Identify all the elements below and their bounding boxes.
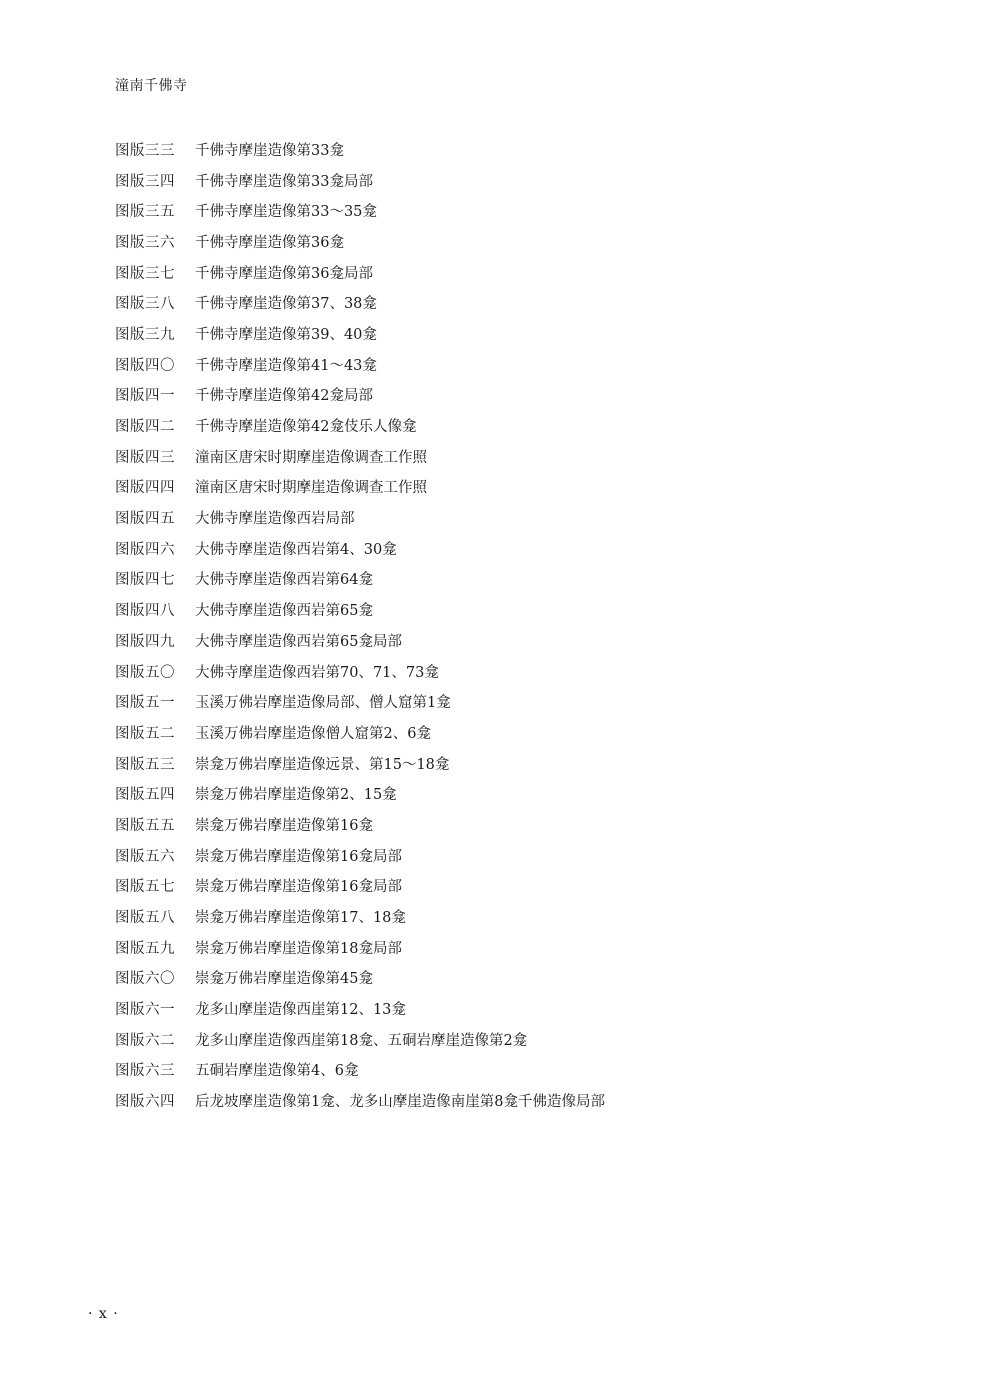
plate-entry xyxy=(115,686,605,717)
plate-entry xyxy=(115,287,605,318)
plate-label: 图版五九 xyxy=(115,940,175,957)
plate-label: 图版五五 xyxy=(115,817,175,834)
plate-entry xyxy=(115,1085,605,1116)
plate-entry xyxy=(115,871,605,902)
plate-entry xyxy=(115,748,605,779)
plate-label: 图版五二 xyxy=(115,725,175,742)
plate-label: 图版四〇 xyxy=(115,357,175,374)
plate-caption: 大佛寺摩崖造像西岩第65龛局部 xyxy=(195,633,402,650)
plate-entry xyxy=(115,472,605,503)
plate-caption: 千佛寺摩崖造像第42龛伎乐人像龛 xyxy=(195,419,417,436)
plate-caption: 大佛寺摩崖造像西岩第70、71、73龛 xyxy=(195,664,439,681)
plate-caption: 龙多山摩崖造像西崖第12、13龛 xyxy=(195,1002,406,1019)
plate-entry xyxy=(115,840,605,871)
plate-entry xyxy=(115,318,605,349)
plate-caption: 千佛寺摩崖造像第33龛 xyxy=(195,142,344,159)
plate-entry xyxy=(115,625,605,656)
plate-label: 图版五四 xyxy=(115,787,175,804)
plate-entry xyxy=(115,257,605,288)
plate-entry xyxy=(115,165,605,196)
plate-entry xyxy=(115,533,605,564)
plate-label: 图版五三 xyxy=(115,756,175,773)
plate-caption: 千佛寺摩崖造像第33龛局部 xyxy=(195,173,373,190)
plate-caption: 千佛寺摩崖造像第39、40龛 xyxy=(195,326,377,343)
plate-caption: 千佛寺摩崖造像第36龛 xyxy=(195,234,344,251)
plate-label: 图版五七 xyxy=(115,879,175,896)
plate-label: 图版四一 xyxy=(115,388,175,405)
plate-caption: 玉溪万佛岩摩崖造像僧人窟第2、6龛 xyxy=(195,725,431,742)
plate-label: 图版六四 xyxy=(115,1094,175,1111)
plate-caption: 千佛寺摩崖造像第42龛局部 xyxy=(195,388,373,405)
plate-label: 图版五一 xyxy=(115,695,175,712)
plate-caption: 千佛寺摩崖造像第41～43龛 xyxy=(195,357,377,374)
plate-entry xyxy=(115,809,605,840)
running-header: 潼南千佛寺 xyxy=(115,78,188,94)
plate-label: 图版四四 xyxy=(115,480,175,497)
plate-entry xyxy=(115,410,605,441)
plate-label: 图版四九 xyxy=(115,633,175,650)
plate-caption: 崇龛万佛岩摩崖造像第18龛局部 xyxy=(195,940,402,957)
plate-caption: 大佛寺摩崖造像西岩第64龛 xyxy=(195,572,373,589)
page-number: · x · xyxy=(88,1306,119,1322)
plate-caption: 千佛寺摩崖造像第33～35龛 xyxy=(195,204,377,221)
plate-entry xyxy=(115,195,605,226)
plate-entry xyxy=(115,1024,605,1055)
plate-caption: 大佛寺摩崖造像西岩第4、30龛 xyxy=(195,541,397,558)
plate-caption: 五硐岩摩崖造像第4、6龛 xyxy=(195,1063,359,1080)
plate-entry xyxy=(115,226,605,257)
plate-caption: 千佛寺摩崖造像第36龛局部 xyxy=(195,265,373,282)
plate-caption: 崇龛万佛岩摩崖造像第16龛局部 xyxy=(195,848,402,865)
plate-label: 图版五六 xyxy=(115,848,175,865)
plate-caption: 崇龛万佛岩摩崖造像第2、15龛 xyxy=(195,787,397,804)
plate-entry xyxy=(115,901,605,932)
plate-entry xyxy=(115,441,605,472)
plate-entry xyxy=(115,1055,605,1086)
plate-label: 图版五〇 xyxy=(115,664,175,681)
plate-caption: 后龙坡摩崖造像第1龛、龙多山摩崖造像南崖第8龛千佛造像局部 xyxy=(195,1094,605,1111)
plate-entry xyxy=(115,502,605,533)
plate-label: 图版四六 xyxy=(115,541,175,558)
plate-label: 图版六〇 xyxy=(115,971,175,988)
plate-label: 图版三七 xyxy=(115,265,175,282)
plate-label: 图版三八 xyxy=(115,296,175,313)
plate-caption: 龙多山摩崖造像西崖第18龛、五硐岩摩崖造像第2龛 xyxy=(195,1032,528,1049)
plate-entry xyxy=(115,993,605,1024)
plate-label: 图版三三 xyxy=(115,142,175,159)
plate-label: 图版六二 xyxy=(115,1032,175,1049)
plate-caption: 崇龛万佛岩摩崖造像第16龛 xyxy=(195,817,373,834)
plate-label: 图版四二 xyxy=(115,419,175,436)
plate-entry xyxy=(115,349,605,380)
plate-label: 图版六一 xyxy=(115,1002,175,1019)
plate-label: 图版四七 xyxy=(115,572,175,589)
plate-entry xyxy=(115,564,605,595)
plate-caption: 大佛寺摩崖造像西岩局部 xyxy=(195,511,355,528)
plate-caption: 崇龛万佛岩摩崖造像第45龛 xyxy=(195,971,373,988)
plate-entry xyxy=(115,380,605,411)
plate-label: 图版三九 xyxy=(115,326,175,343)
plate-label: 图版三五 xyxy=(115,204,175,221)
plate-entry xyxy=(115,134,605,165)
plate-label: 图版三四 xyxy=(115,173,175,190)
plate-caption: 潼南区唐宋时期摩崖造像调查工作照 xyxy=(195,480,427,497)
plate-list xyxy=(115,134,605,1116)
plate-entry xyxy=(115,932,605,963)
plate-caption: 潼南区唐宋时期摩崖造像调查工作照 xyxy=(195,449,427,466)
plate-label: 图版四三 xyxy=(115,449,175,466)
plate-entry xyxy=(115,717,605,748)
plate-label: 图版六三 xyxy=(115,1063,175,1080)
plate-caption: 玉溪万佛岩摩崖造像局部、僧人窟第1龛 xyxy=(195,695,451,712)
plate-entry xyxy=(115,594,605,625)
plate-entry xyxy=(115,656,605,687)
plate-entry xyxy=(115,778,605,809)
plate-label: 图版五八 xyxy=(115,910,175,927)
plate-label: 图版四八 xyxy=(115,603,175,620)
plate-caption: 崇龛万佛岩摩崖造像远景、第15～18龛 xyxy=(195,756,450,773)
plate-caption: 崇龛万佛岩摩崖造像第16龛局部 xyxy=(195,879,402,896)
plate-caption: 大佛寺摩崖造像西岩第65龛 xyxy=(195,603,373,620)
plate-caption: 千佛寺摩崖造像第37、38龛 xyxy=(195,296,377,313)
plate-label: 图版三六 xyxy=(115,234,175,251)
plate-label: 图版四五 xyxy=(115,511,175,528)
plate-caption: 崇龛万佛岩摩崖造像第17、18龛 xyxy=(195,910,406,927)
plate-entry xyxy=(115,963,605,994)
